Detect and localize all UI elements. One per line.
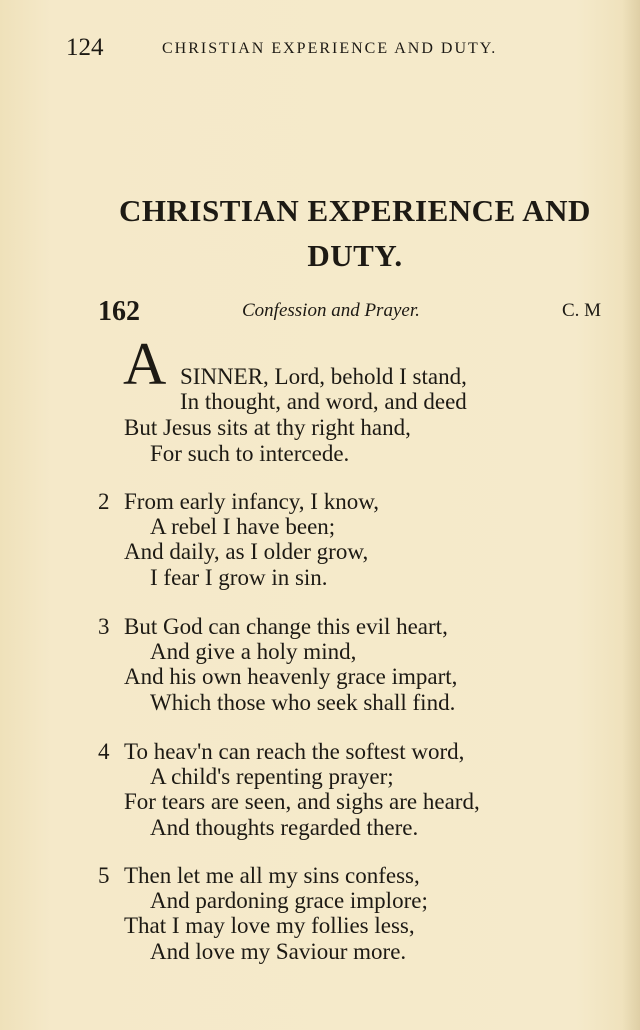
stanza-number: 5	[98, 863, 110, 888]
drop-cap: A	[123, 331, 167, 397]
verse-line: SINNER, Lord, behold I stand,	[180, 364, 467, 389]
verse-line: And pardoning grace implore;	[150, 888, 428, 913]
verse-line: To heav'n can reach the softest word,	[124, 739, 465, 764]
verse-line: From early infancy, I know,	[124, 489, 380, 514]
running-head	[66, 34, 586, 64]
running-title: CHRISTIAN EXPERIENCE AND DUTY.	[162, 40, 498, 57]
hymn-meter: C. M	[562, 300, 602, 321]
stanza-number: 2	[98, 489, 110, 514]
verse-line: In thought, and word, and deed	[180, 389, 467, 414]
verse-line: And give a holy mind,	[150, 639, 357, 664]
verse-line: But Jesus sits at thy right hand,	[124, 415, 411, 440]
section-title	[60, 188, 640, 278]
verse-line: I fear I grow in sin.	[150, 565, 328, 590]
verse-line: And love my Saviour more.	[150, 939, 407, 964]
verse-line: A rebel I have been;	[150, 514, 336, 539]
stanza-number: 4	[98, 739, 110, 764]
verse-line: But God can change this evil heart,	[124, 614, 448, 639]
page-edge-shadow	[622, 0, 640, 1030]
verse-line: A child's repenting prayer;	[150, 764, 394, 789]
verse-line: For tears are seen, and sighs are heard,	[124, 789, 480, 814]
verse-line: And daily, as I older grow,	[124, 539, 369, 564]
verse-line: And his own heavenly grace impart,	[124, 664, 458, 689]
verse-line: And thoughts regarded there.	[150, 815, 419, 840]
verse-line: For such to intercede.	[150, 441, 350, 466]
section-title-line-1: CHRISTIAN EXPERIENCE AND	[119, 193, 591, 228]
verse-line: That I may love my follies less,	[124, 913, 415, 938]
verse-line: Which those who seek shall find.	[150, 690, 456, 715]
hymn-number: 162	[98, 296, 140, 327]
page-number: 124	[66, 34, 104, 61]
hymn-header	[98, 296, 618, 330]
verse-line: Then let me all my sins confess,	[124, 863, 420, 888]
section-title-line-2: DUTY.	[307, 238, 403, 273]
stanza-number: 3	[98, 614, 110, 639]
hymn-subtitle: Confession and Prayer.	[242, 300, 420, 321]
